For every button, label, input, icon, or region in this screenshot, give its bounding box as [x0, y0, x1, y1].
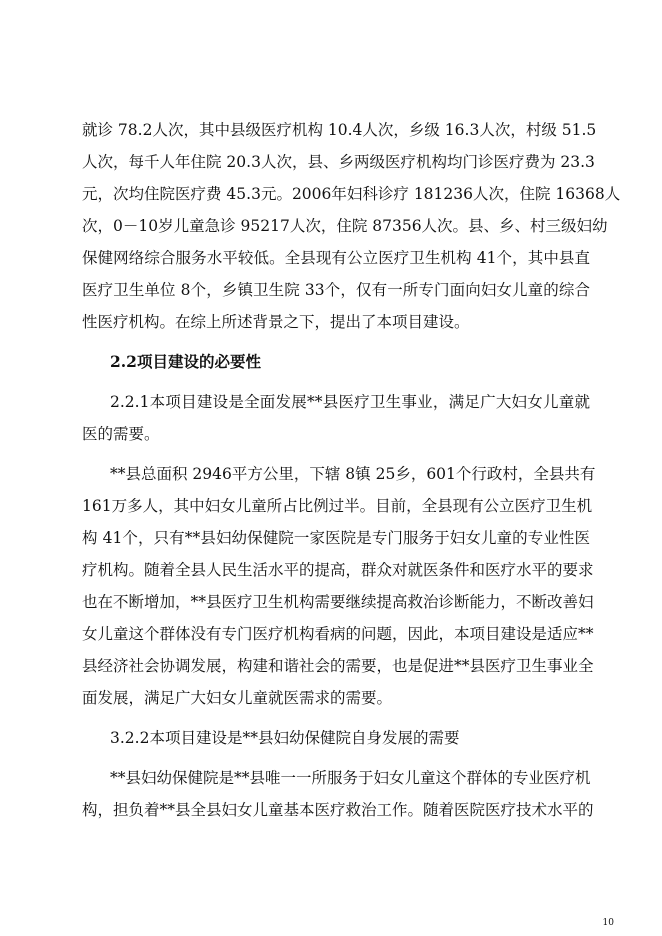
paragraph-line: 医疗卫生单位 8个，乡镇卫生院 33个，仅有一所专门面向妇女儿童的综合	[82, 281, 590, 299]
paragraph-line: 疗机构。随着全县人民生活水平的提高，群众对就医条件和医疗水平的要求	[82, 561, 594, 579]
paragraph-line: 面发展，满足广大妇女儿童就医需求的需要。	[82, 689, 393, 707]
paragraph-line: **县妇幼保健院是**县唯一一所服务于妇女儿童这个群体的专业医疗机	[110, 769, 591, 787]
paragraph-line: 也在不断增加，**县医疗卫生机构需要继续提高救治诊断能力，不断改善妇	[82, 593, 594, 611]
paragraph-line: 保健网络综合服务水平较低。全县现有公立医疗卫生机构 41个，其中县直	[82, 249, 590, 267]
page-number: 10	[602, 918, 614, 928]
paragraph-line: 就诊 78.2人次，其中县级医疗机构 10.4人次，乡级 16.3人次，村级 51.5	[82, 121, 597, 139]
paragraph-line: 次，0－10岁儿童急诊 95217人次，住院 87356人次。县、乡、村三级妇幼	[82, 217, 608, 235]
subsection-heading: 3.2.2本项目建设是**县妇幼保健院自身发展的需要	[110, 729, 460, 747]
paragraph-line: **县总面积 2946平方公里，下辖 8镇 25乡，601个行政村，全县共有	[110, 465, 596, 483]
paragraph-line: 构，担负着**县全县妇女儿童基本医疗救治工作。随着医院医疗技术水平的	[82, 801, 594, 819]
paragraph-line: 女儿童这个群体没有专门医疗机构看病的问题，因此，本项目建设是适应**	[82, 625, 594, 643]
paragraph-line: 元，次均住院医疗费 45.3元。2006年妇科诊疗 181236人次，住院 16368人	[82, 185, 621, 203]
paragraph-line: 161万多人，其中妇女儿童所占比例过半。目前，全县现有公立医疗卫生机	[82, 497, 593, 515]
subsection-heading-continued: 医的需要。	[82, 425, 160, 443]
subsection-heading: 2.2.1本项目建设是全面发展**县医疗卫生事业，满足广大妇女儿童就	[110, 393, 590, 411]
paragraph-line: 人次，每千人年住院 20.3人次，县、乡两级医疗机构均门诊医疗费为 23.3	[82, 153, 595, 171]
paragraph-line: 县经济社会协调发展，构建和谐社会的需要，也是促进**县医疗卫生事业全	[82, 657, 594, 675]
paragraph-line: 性医疗机构。在综上所述背景之下，提出了本项目建设。	[82, 313, 470, 331]
paragraph-line: 构 41个，只有**县妇幼保健院一家医院是专门服务于妇女儿童的专业性医	[82, 529, 590, 547]
section-heading: 2.2项目建设的必要性	[110, 352, 261, 371]
